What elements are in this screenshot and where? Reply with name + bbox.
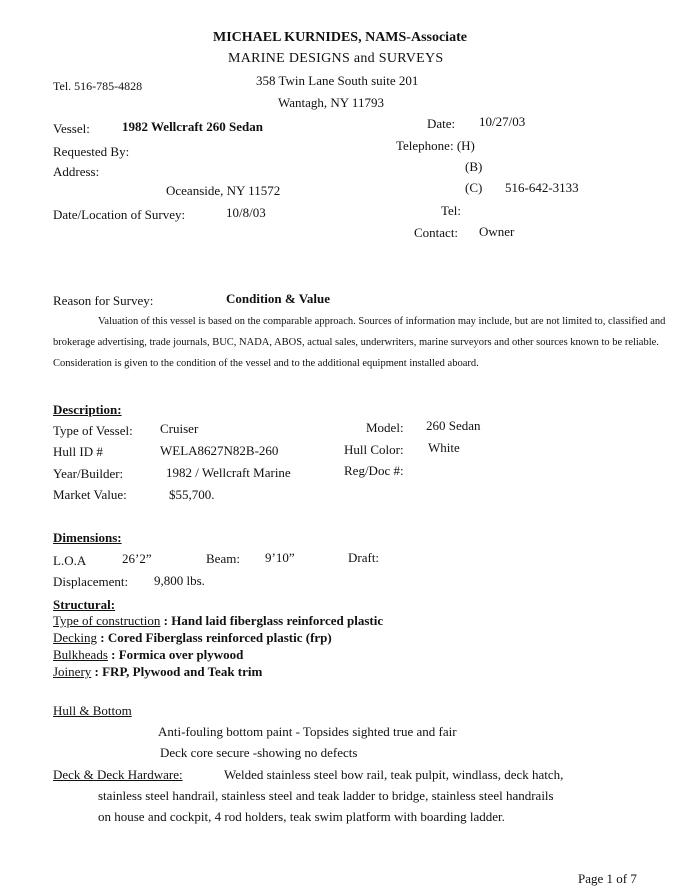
decking-value: : Cored Fiberglass reinforced plastic (frp) [97,630,332,645]
telephone-label: Telephone: (H) [396,138,475,153]
vessel-value: 1982 Wellcraft 260 Sedan [122,119,263,134]
phone-c-label: (C) [465,180,483,195]
construction-value: : Hand laid fiberglass reinforced plastic [160,613,384,628]
company-name: MARINE DESIGNS and SURVEYS [228,51,444,66]
reason-label: Reason for Survey: [53,293,154,308]
deck-hardware-line1: Welded stainless steel bow rail, teak pulpit, windlass, deck hatch, [224,767,564,782]
tel-label: Tel: [441,203,462,218]
joinery-label: Joinery [53,664,92,679]
beam-value: 9’10” [265,550,295,565]
dimensions-heading: Dimensions: [53,530,122,545]
vessel-type-value: Cruiser [160,421,199,436]
construction-label: Type of construction [53,613,161,628]
phone-c-value: 516-642-3133 [505,180,579,195]
bulkheads-value: : Formica over plywood [107,647,244,662]
survey-date-label: Date/Location of Survey: [53,207,186,222]
header-address-line2: Wantagh, NY 11793 [278,95,384,110]
displacement-label: Displacement: [53,574,129,589]
loa-label: L.O.A [53,553,87,568]
deck-hardware-heading: Deck & Deck Hardware: [53,767,183,782]
date-label: Date: [427,116,456,131]
phone-b-label: (B) [465,159,483,174]
market-value-label: Market Value: [53,487,127,502]
construction-row [53,613,383,629]
contact-label: Contact: [414,225,459,240]
description-heading: Description: [53,402,122,417]
bulkheads-row [53,647,243,663]
valuation-paragraph: Valuation of this vessel is based on the comparable approach. Sources of information may include, but are not limited to, classified and brokerage advertising, trade journals, BUC, NADA, ABOS, actual sales, underwriters, marine surveyors and other sources known to be reliable. Consideration is given to the condition of the vessel and to the additional equipment installed aboard. [53,316,666,369]
header-tel: Tel. 516-785-4828 [53,79,143,93]
draft-label: Draft: [348,550,380,565]
date-value: 10/27/03 [479,114,526,129]
decking-row [53,630,332,646]
joinery-row [53,664,262,680]
beam-label: Beam: [206,551,240,566]
year-builder-value: 1982 / Wellcraft Marine [166,465,291,480]
requested-by-label: Requested By: [53,144,130,159]
joinery-value: : FRP, Plywood and Teak trim [91,664,263,679]
bulkheads-label: Bulkheads [53,647,108,662]
model-label: Model: [366,420,404,435]
address-city: Oceanside, NY 11572 [166,183,281,198]
structural-heading: Structural: [53,597,116,612]
vessel-type-label: Type of Vessel: [53,423,133,438]
address-label: Address: [53,164,100,179]
decking-label: Decking [53,630,98,645]
surveyor-name: MICHAEL KURNIDES, NAMS-Associate [213,30,467,45]
contact-value: Owner [479,224,515,239]
hull-bottom-heading: Hull & Bottom [53,703,132,718]
hull-id-label: Hull ID # [53,444,103,459]
survey-date-value: 10/8/03 [226,205,266,220]
hull-color-value: White [428,440,460,455]
deck-hardware-line3: on house and cockpit, 4 rod holders, teak swim platform with boarding ladder. [98,809,505,824]
displacement-value: 9,800 lbs. [154,573,205,588]
deck-hardware-line2: stainless steel handrail, stainless steel and teak ladder to bridge, stainless steel handrails [98,788,554,803]
market-value: $55,700. [169,487,215,502]
header-address-line1: 358 Twin Lane South suite 201 [256,73,419,88]
hull-color-label: Hull Color: [344,442,404,457]
reason-value: Condition & Value [226,291,331,306]
reg-doc-label: Reg/Doc #: [344,463,404,478]
model-value: 260 Sedan [426,418,481,433]
vessel-label: Vessel: [53,121,90,136]
hull-bottom-line1: Anti-fouling bottom paint - Topsides sighted true and fair [158,724,457,739]
page-number: Page 1 of 7 [578,871,637,886]
loa-value: 26’2” [122,551,152,566]
year-builder-label: Year/Builder: [53,466,124,481]
hull-bottom-line2: Deck core secure -showing no defects [160,745,358,760]
hull-id-value: WELA8627N82B-260 [160,443,279,458]
